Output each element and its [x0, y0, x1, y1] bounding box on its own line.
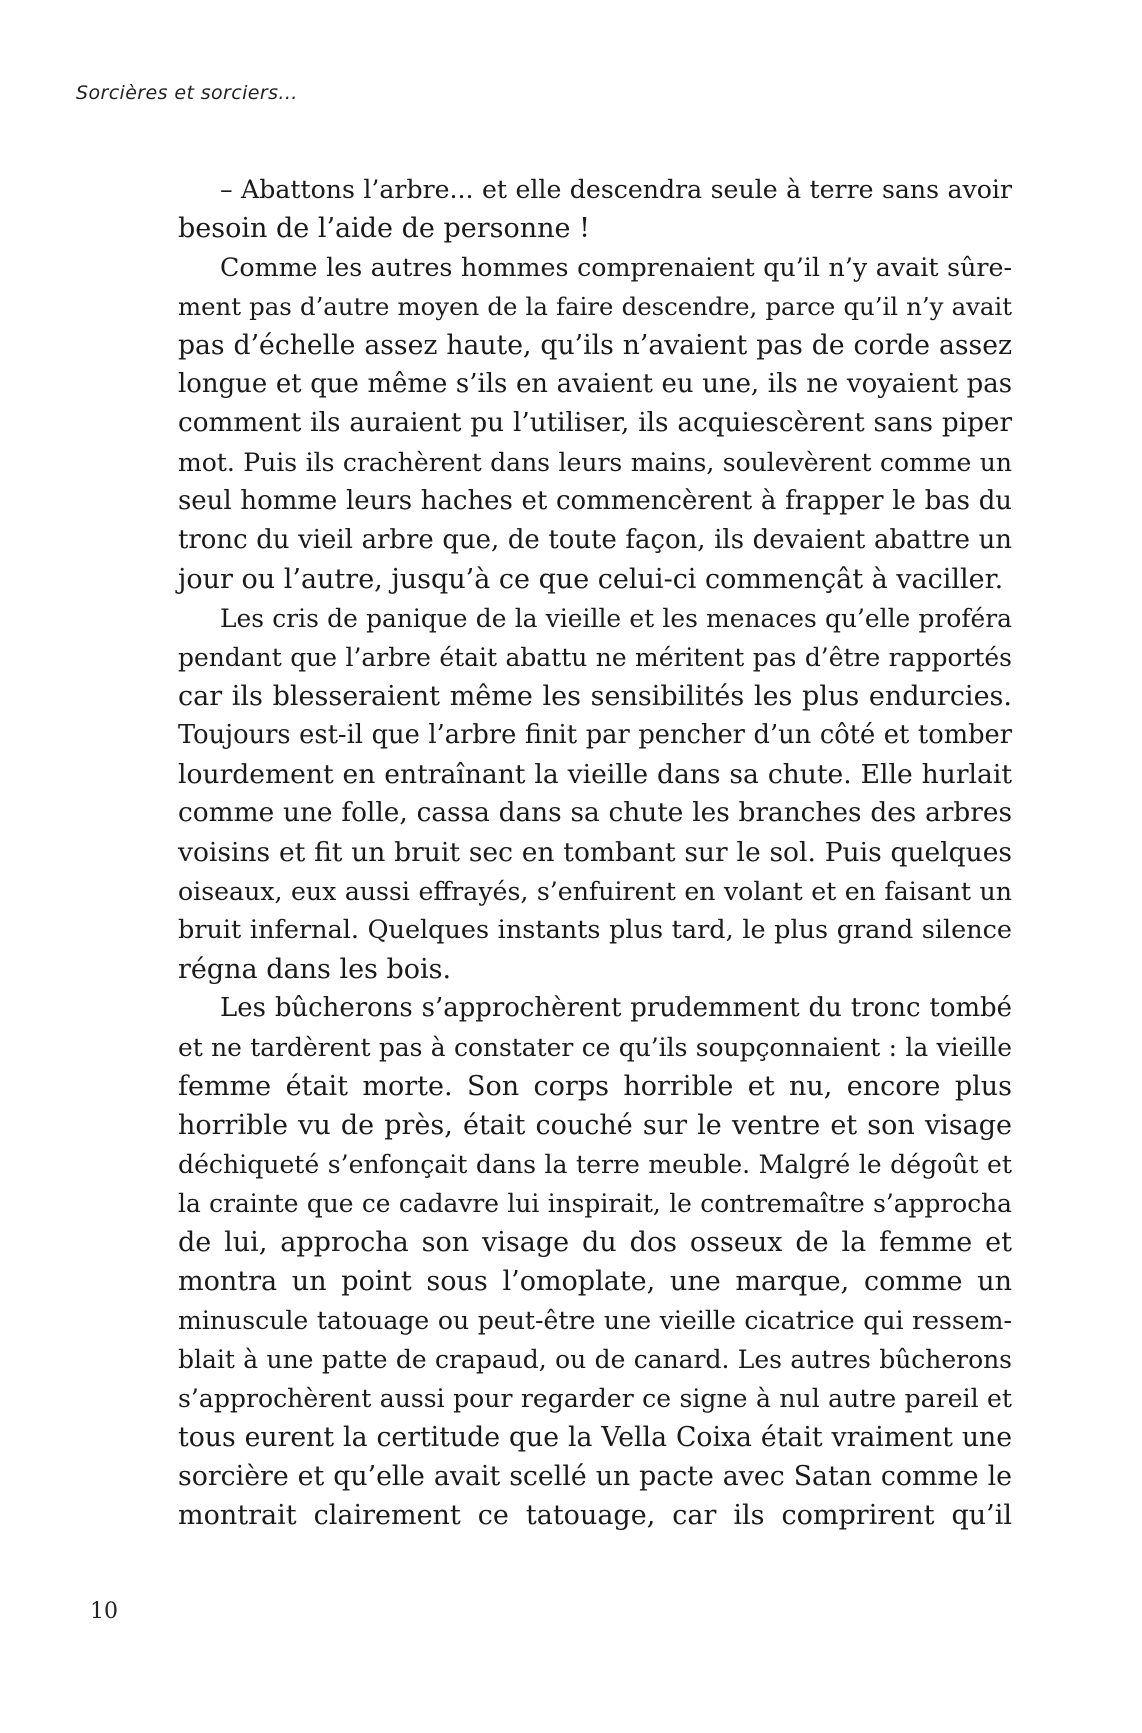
- text-line: tronc du vieil arbre que, de toute façon, ils devaient abattre un: [178, 525, 1012, 555]
- page-number: 10: [90, 1599, 118, 1624]
- text-line: blait à une patte de crapaud, ou de canard. Les autres bûcherons: [178, 1345, 1012, 1374]
- text-line: montrait clairement ce tatouage, car ils comprirent qu’il: [178, 1500, 1012, 1531]
- text-line: longue et que même s’ils en avaient eu une, ils ne voyaient pas: [178, 369, 1012, 399]
- text-line: bruit infernal. Quelques instants plus tard, le plus grand silence: [178, 915, 1012, 945]
- text-line: sorcière et qu’elle avait scellé un pacte avec Satan comme le: [178, 1461, 1012, 1492]
- text-line: Les bûcherons s’approchèrent prudemment du tronc tombé: [220, 993, 1012, 1023]
- text-line: seul homme leurs haches et commencèrent à frapper le bas du: [178, 486, 1012, 516]
- text-line: lourdement en entraînant la vieille dans sa chute. Elle hurlait: [178, 759, 1012, 790]
- text-line: régna dans les bois.: [178, 954, 452, 985]
- text-line: comme une folle, cassa dans sa chute les branches des arbres: [178, 798, 1012, 828]
- text-line: pas d’échelle assez haute, qu’ils n’avaient pas de corde assez: [178, 330, 1012, 361]
- text-line: minuscule tatouage ou peut-être une vieille cicatrice qui ressem-: [178, 1306, 1012, 1335]
- text-line: ment pas d’autre moyen de la faire descendre, parce qu’il n’y avait: [178, 292, 1012, 321]
- text-line: montra un point sous l’omoplate, une marque, comme un: [178, 1266, 1012, 1297]
- text-line: pendant que l’arbre était abattu ne méritent pas d’être rapportés: [178, 643, 1012, 672]
- text-line: horrible vu de près, était couché sur le ventre et son visage: [178, 1110, 1012, 1141]
- text-line: de lui, approcha son visage du dos osseux de la femme et: [178, 1227, 1012, 1258]
- text-line: tous eurent la certitude que la Vella Coixa était vraiment une: [178, 1422, 1012, 1453]
- text-line: Les cris de panique de la vieille et les menaces qu’elle proféra: [220, 604, 1012, 633]
- text-line: – Abattons l’arbre... et elle descendra seule à terre sans avoir: [220, 175, 1012, 204]
- text-line: voisins et fit un bruit sec en tombant sur le sol. Puis quelques: [178, 837, 1012, 868]
- running-header: Sorcières et sorciers...: [76, 82, 298, 104]
- text-line: oiseaux, eux aussi effrayés, s’enfuirent en volant et en faisant un: [178, 877, 1012, 906]
- text-line: car ils blesseraient même les sensibilités les plus endurcies.: [178, 681, 1012, 712]
- text-line: besoin de l’aide de personne !: [178, 213, 590, 244]
- text-line: mot. Puis ils crachèrent dans leurs mains, soulevèrent comme un: [178, 448, 1012, 477]
- text-line: jour ou l’autre, jusqu’à ce que celui-ci commençât à vaciller.: [178, 564, 1004, 595]
- text-line: Toujours est-il que l’arbre finit par pencher d’un côté et tomber: [178, 720, 1012, 750]
- text-line: s’approchèrent aussi pour regarder ce signe à nul autre pareil et: [178, 1384, 1012, 1413]
- text-line: comment ils auraient pu l’utiliser, ils acquiescèrent sans piper: [178, 408, 1012, 438]
- body-text: [178, 170, 1012, 1535]
- text-line: la crainte que ce cadavre lui inspirait, le contremaître s’approcha: [178, 1189, 1012, 1218]
- text-line: Comme les autres hommes comprenaient qu’il n’y avait sûre-: [220, 253, 1012, 282]
- text-line: et ne tardèrent pas à constater ce qu’ils soupçonnaient : la vieille: [178, 1033, 1012, 1062]
- text-line: déchiqueté s’enfonçait dans la terre meuble. Malgré le dégoût et: [178, 1150, 1012, 1179]
- text-line: femme était morte. Son corps horrible et nu, encore plus: [178, 1071, 1012, 1102]
